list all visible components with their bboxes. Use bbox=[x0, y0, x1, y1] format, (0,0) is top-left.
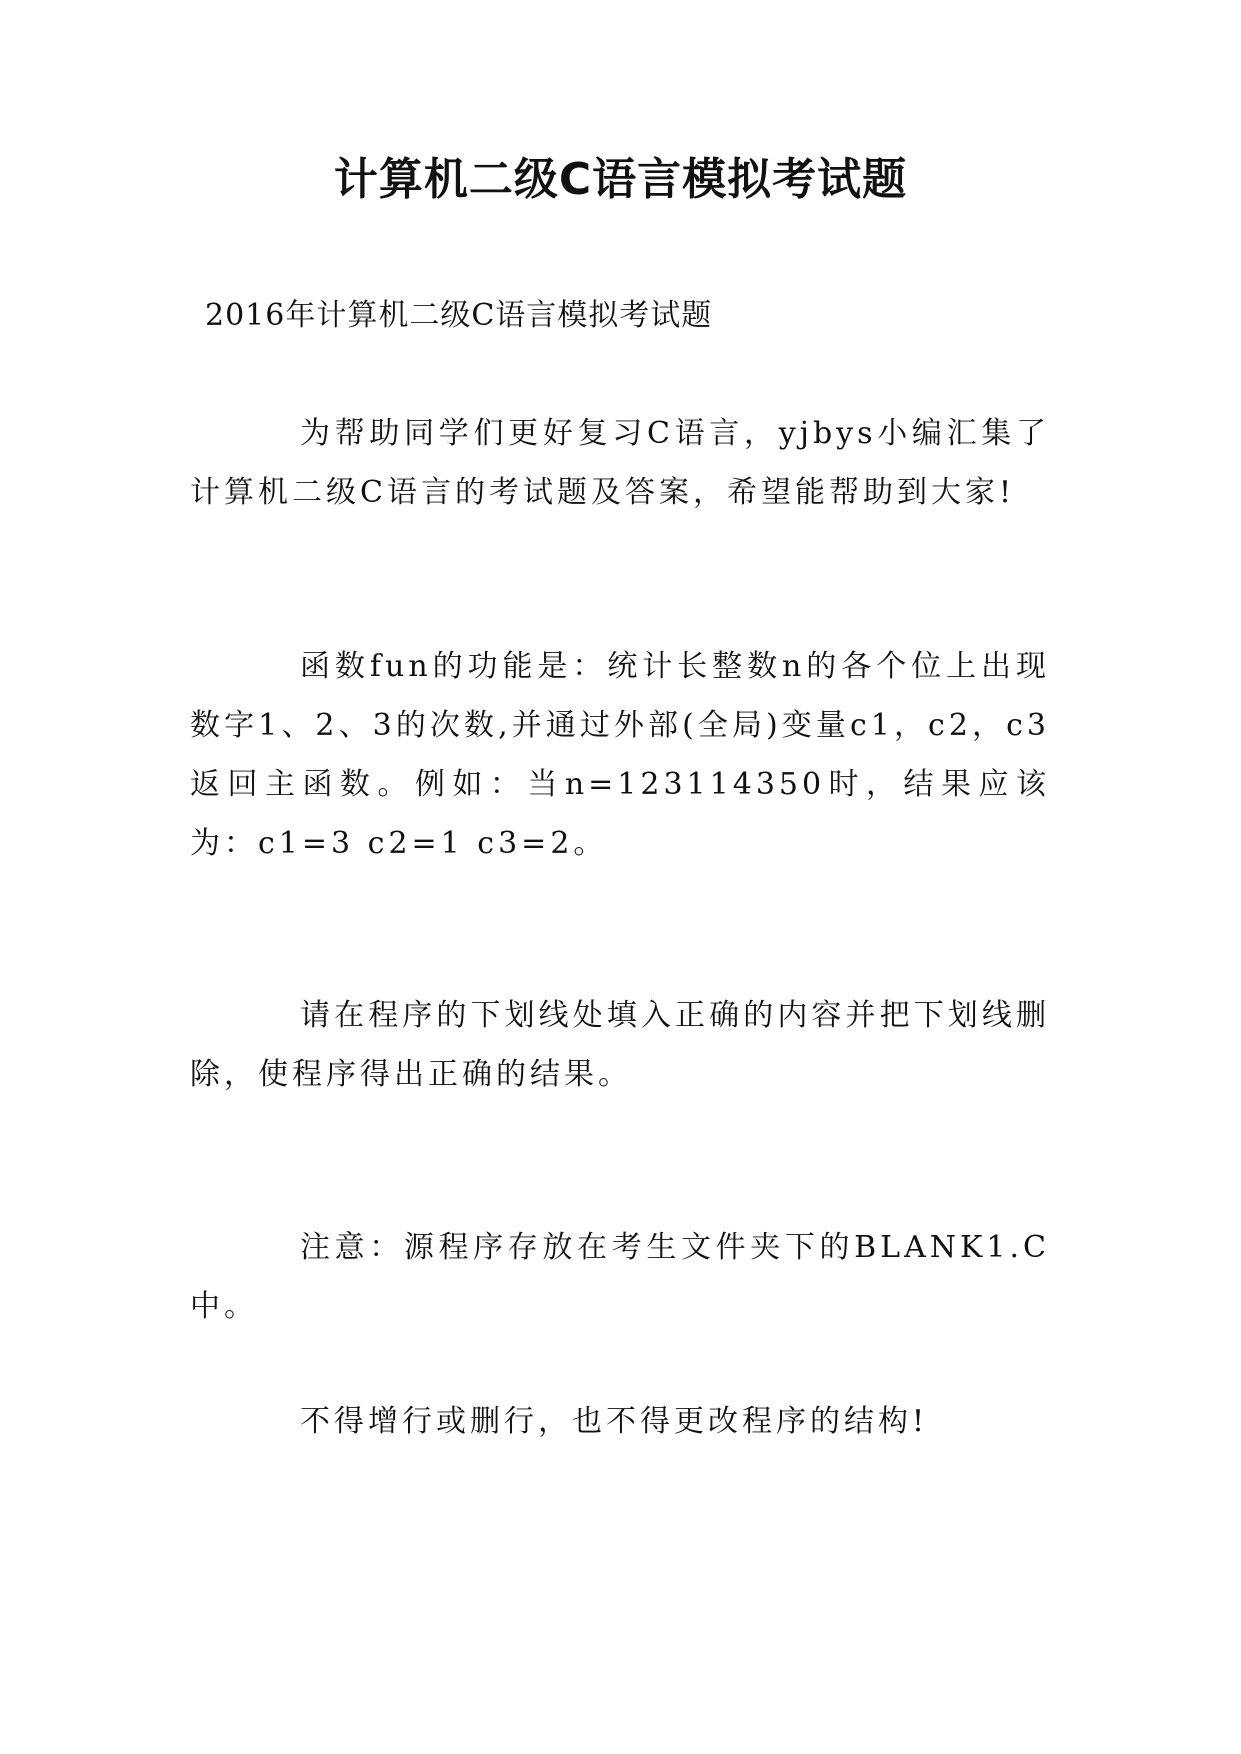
note-paragraph: 注意：源程序存放在考生文件夹下的BLANK1.C中。 bbox=[190, 1230, 1050, 1324]
restriction-paragraph: 不得增行或删行，也不得更改程序的结构! bbox=[300, 1404, 929, 1439]
document-title: 计算机二级C语言模拟考试题 bbox=[333, 154, 908, 205]
intro-paragraph: 为帮助同学们更好复习C语言，yjbys小编汇集了计算机二级C语言的考试题及答案，希望能帮助到大家! bbox=[190, 416, 1050, 510]
document-subtitle: 2016年计算机二级C语言模拟考试题 bbox=[205, 298, 713, 333]
function-description-paragraph: 函数fun的功能是：统计长整数n的各个位上出现数字1、2、3的次数,并通过外部(全局)变量c1，c2，c3返回主函数。例如：当n=123114350时，结果应该为：c1=3 c2=1 c3=2。 bbox=[190, 649, 1050, 861]
instruction-paragraph: 请在程序的下划线处填入正确的内容并把下划线删除，使程序得出正确的结果。 bbox=[190, 998, 1050, 1092]
